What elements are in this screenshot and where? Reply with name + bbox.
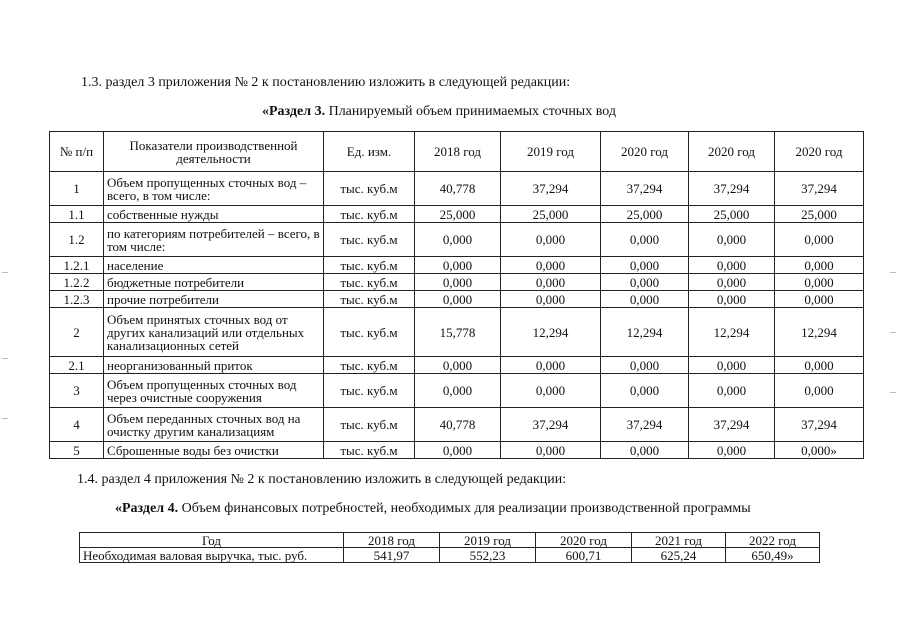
value-cell: 0,000 <box>601 357 689 374</box>
row-unit: тыс. куб.м <box>324 408 415 442</box>
row-number: 1 <box>50 172 104 206</box>
value-cell: 0,000 <box>775 257 864 274</box>
header-cell: 2018 год <box>415 132 501 172</box>
header-cell: Ед. изм. <box>324 132 415 172</box>
row-number: 1.1 <box>50 206 104 223</box>
value-cell: 0,000 <box>501 442 601 459</box>
value-cell: 0,000 <box>689 442 775 459</box>
value-cell: 0,000 <box>415 374 501 408</box>
wastewater-volume-table <box>49 131 864 459</box>
row-number: 1.2.2 <box>50 274 104 291</box>
paragraph-1-4: 1.4. раздел 4 приложения № 2 к постановлению изложить в следующей редакции: <box>77 472 567 487</box>
value-cell: 0,000 <box>501 357 601 374</box>
header-cell: 2020 год <box>775 132 864 172</box>
row-number: 4 <box>50 408 104 442</box>
row-unit: тыс. куб.м <box>324 223 415 257</box>
value-cell: 541,97 <box>344 548 440 563</box>
value-cell: 37,294 <box>775 172 864 206</box>
value-cell: 0,000 <box>601 274 689 291</box>
row-unit: тыс. куб.м <box>324 274 415 291</box>
section-3-title <box>262 104 616 120</box>
value-cell: 15,778 <box>415 308 501 357</box>
header-cell: Показатели производственной деятельности <box>104 132 324 172</box>
value-cell: 0,000 <box>415 274 501 291</box>
value-cell: 0,000 <box>415 223 501 257</box>
row-indicator: население <box>104 257 324 274</box>
row-number: 1.2.3 <box>50 291 104 308</box>
value-cell: 552,23 <box>440 548 536 563</box>
row-indicator: собственные нужды <box>104 206 324 223</box>
value-cell: 0,000 <box>689 257 775 274</box>
row-number: 1.2.1 <box>50 257 104 274</box>
row-unit: тыс. куб.м <box>324 172 415 206</box>
value-cell: 0,000» <box>775 442 864 459</box>
row-number: 2.1 <box>50 357 104 374</box>
value-cell: 0,000 <box>689 223 775 257</box>
value-cell: 650,49» <box>726 548 820 563</box>
table-row <box>50 442 864 459</box>
row-indicator: неорганизованный приток <box>104 357 324 374</box>
row-number: 3 <box>50 374 104 408</box>
value-cell: 0,000 <box>415 257 501 274</box>
value-cell: 37,294 <box>775 408 864 442</box>
value-cell: 0,000 <box>601 291 689 308</box>
header-cell: 2020 год <box>536 533 632 548</box>
value-cell: 0,000 <box>775 274 864 291</box>
value-cell: 12,294 <box>601 308 689 357</box>
header-cell: № п/п <box>50 132 104 172</box>
value-cell: 0,000 <box>501 274 601 291</box>
table-row <box>50 291 864 308</box>
header-cell: 2022 год <box>726 533 820 548</box>
value-cell: 625,24 <box>632 548 726 563</box>
row-indicator: по категориям потребителей – всего, в том числе: <box>104 223 324 257</box>
value-cell: 25,000 <box>415 206 501 223</box>
row-unit: тыс. куб.м <box>324 357 415 374</box>
row-unit: тыс. куб.м <box>324 291 415 308</box>
value-cell: 37,294 <box>501 172 601 206</box>
section-4-prefix: «Раздел 4. <box>115 501 179 516</box>
row-indicator: Объем переданных сточных вод на очистку другим канализациям <box>104 408 324 442</box>
scan-mark <box>890 272 896 273</box>
row-indicator: Объем принятых сточных вод от других канализаций или отдельных канализационных сетей <box>104 308 324 357</box>
section-3-prefix: «Раздел 3. <box>262 104 326 119</box>
value-cell: 25,000 <box>775 206 864 223</box>
scan-mark <box>2 272 8 273</box>
row-number: 5 <box>50 442 104 459</box>
header-cell: 2019 год <box>501 132 601 172</box>
row-indicator: бюджетные потребители <box>104 274 324 291</box>
value-cell: 0,000 <box>501 223 601 257</box>
value-cell: 12,294 <box>501 308 601 357</box>
row-number: 2 <box>50 308 104 357</box>
header-cell: Год <box>80 533 344 548</box>
paragraph-1-3: 1.3. раздел 3 приложения № 2 к постановлению изложить в следующей редакции: <box>81 75 571 90</box>
value-cell: 37,294 <box>689 408 775 442</box>
value-cell: 0,000 <box>415 442 501 459</box>
value-cell: 0,000 <box>775 291 864 308</box>
value-cell: 25,000 <box>689 206 775 223</box>
table-row <box>50 308 864 357</box>
value-cell: 0,000 <box>415 357 501 374</box>
value-cell: 0,000 <box>689 274 775 291</box>
value-cell: 0,000 <box>501 374 601 408</box>
row-indicator: Объем пропущенных сточных вод через очистные сооружения <box>104 374 324 408</box>
table-header-row <box>80 533 820 548</box>
section-4-title <box>115 501 751 517</box>
value-cell: 600,71 <box>536 548 632 563</box>
value-cell: 0,000 <box>501 291 601 308</box>
value-cell: 0,000 <box>689 357 775 374</box>
table-row <box>50 408 864 442</box>
value-cell: 0,000 <box>601 442 689 459</box>
financial-needs-table <box>79 532 820 563</box>
value-cell: 0,000 <box>501 257 601 274</box>
value-cell: 0,000 <box>601 257 689 274</box>
scan-mark <box>890 392 896 393</box>
value-cell: 0,000 <box>689 374 775 408</box>
value-cell: 37,294 <box>501 408 601 442</box>
row-indicator: Сброшенные воды без очистки <box>104 442 324 459</box>
row-indicator: Объем пропущенных сточных вод – всего, в том числе: <box>104 172 324 206</box>
value-cell: 12,294 <box>775 308 864 357</box>
value-cell: 0,000 <box>601 374 689 408</box>
value-cell: 40,778 <box>415 172 501 206</box>
value-cell: 25,000 <box>601 206 689 223</box>
section-4-title-text: Объем финансовых потребностей, необходимых для реализации производственной программы <box>178 501 751 516</box>
table-row <box>50 172 864 206</box>
scan-mark <box>890 332 896 333</box>
table-row <box>50 223 864 257</box>
table-row <box>80 548 820 563</box>
table-row <box>50 206 864 223</box>
header-cell: 2019 год <box>440 533 536 548</box>
value-cell: 37,294 <box>601 408 689 442</box>
value-cell: 0,000 <box>775 223 864 257</box>
header-cell: 2021 год <box>632 533 726 548</box>
value-cell: 0,000 <box>689 291 775 308</box>
value-cell: 12,294 <box>689 308 775 357</box>
row-unit: тыс. куб.м <box>324 206 415 223</box>
value-cell: 37,294 <box>689 172 775 206</box>
row-unit: тыс. куб.м <box>324 374 415 408</box>
value-cell: 37,294 <box>601 172 689 206</box>
table-row <box>50 357 864 374</box>
row-unit: тыс. куб.м <box>324 257 415 274</box>
table-row <box>50 274 864 291</box>
value-cell: 0,000 <box>775 357 864 374</box>
scan-mark <box>2 358 8 359</box>
table-row <box>50 257 864 274</box>
row-indicator: Необходимая валовая выручка, тыс. руб. <box>80 548 344 563</box>
value-cell: 0,000 <box>775 374 864 408</box>
row-number: 1.2 <box>50 223 104 257</box>
row-unit: тыс. куб.м <box>324 308 415 357</box>
row-unit: тыс. куб.м <box>324 442 415 459</box>
value-cell: 25,000 <box>501 206 601 223</box>
table-row <box>50 374 864 408</box>
header-cell: 2020 год <box>601 132 689 172</box>
value-cell: 0,000 <box>601 223 689 257</box>
scan-mark <box>2 418 8 419</box>
table-header-row <box>50 132 864 172</box>
section-3-title-text: Планируемый объем принимаемых сточных вод <box>325 104 616 119</box>
row-indicator: прочие потребители <box>104 291 324 308</box>
header-cell: 2018 год <box>344 533 440 548</box>
value-cell: 0,000 <box>415 291 501 308</box>
header-cell: 2020 год <box>689 132 775 172</box>
value-cell: 40,778 <box>415 408 501 442</box>
table-body <box>50 172 864 459</box>
